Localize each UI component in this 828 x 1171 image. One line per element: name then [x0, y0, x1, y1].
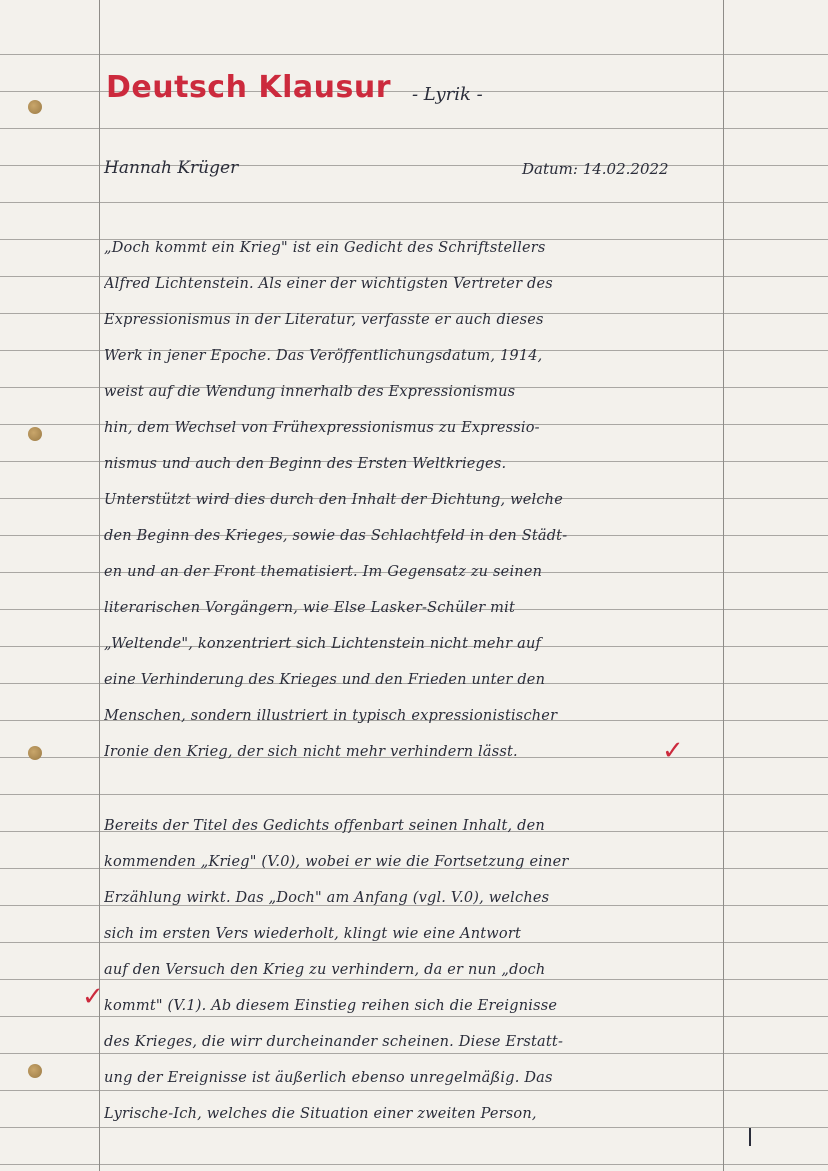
document-subtitle: - Lyrik -: [412, 84, 483, 105]
document-title: Deutsch Klausur: [106, 70, 392, 105]
text-line: den Beginn des Krieges, sowie das Schlachtfeld in den Städt-: [104, 528, 568, 544]
punch-hole: [28, 427, 42, 441]
text-line: weist auf die Wendung innerhalb des Expressionismus: [104, 384, 516, 400]
red-checkmark: ✓: [662, 736, 684, 766]
text-line: Werk in jener Epoche. Das Veröffentlichungsdatum, 1914,: [104, 348, 543, 364]
punch-hole: [28, 1064, 42, 1078]
text-line: Bereits der Titel des Gedichts offenbart seinen Inhalt, den: [104, 818, 545, 834]
text-line: Menschen, sondern illustriert in typisch expressionistischer: [104, 708, 558, 724]
text-line: ung der Ereignisse ist äußerlich ebenso unregelmäßig. Das: [104, 1070, 553, 1086]
page-mark: [749, 1128, 751, 1146]
text-line: kommenden „Krieg" (V.0), wobei er wie die Fortsetzung einer: [104, 854, 569, 870]
text-line: literarischen Vorgängern, wie Else Lasker-Schüler mit: [104, 600, 515, 616]
author-name: Hannah Krüger: [104, 158, 239, 178]
text-line: Erzählung wirkt. Das „Doch" am Anfang (vgl. V.0), welches: [104, 890, 550, 906]
punch-hole: [28, 100, 42, 114]
text-line: Expressionismus in der Literatur, verfasste er auch dieses: [104, 312, 544, 328]
text-line: eine Verhinderung des Krieges und den Frieden unter den: [104, 672, 546, 688]
text-line: Lyrische-Ich, welches die Situation einer zweiten Person,: [104, 1106, 537, 1122]
text-line: hin, dem Wechsel von Frühexpressionismus zu Expressio-: [104, 420, 540, 436]
text-line: Unterstützt wird dies durch den Inhalt der Dichtung, welche: [104, 492, 563, 508]
text-line: kommt" (V.1). Ab diesem Einstieg reihen sich die Ereignisse: [104, 998, 558, 1014]
red-checkmark: ✓: [82, 982, 104, 1012]
punch-hole: [28, 746, 42, 760]
text-line: nismus und auch den Beginn des Ersten Weltkrieges.: [104, 456, 507, 472]
text-line: sich im ersten Vers wiederholt, klingt wie eine Antwort: [104, 926, 521, 942]
text-line: Alfred Lichtenstein. Als einer der wichtigsten Vertreter des: [104, 276, 553, 292]
text-line: Ironie den Krieg, der sich nicht mehr verhindern lässt.: [104, 744, 518, 760]
text-line: des Krieges, die wirr durcheinander scheinen. Diese Erstatt-: [104, 1034, 564, 1050]
exam-date: Datum: 14.02.2022: [522, 160, 669, 178]
text-line: auf den Versuch den Krieg zu verhindern, da er nun „doch: [104, 962, 546, 978]
text-line: „Doch kommt ein Krieg" ist ein Gedicht des Schriftstellers: [104, 240, 546, 256]
right-margin-line: [723, 0, 724, 1171]
text-line: „Weltende", konzentriert sich Lichtenstein nicht mehr auf: [104, 636, 542, 652]
text-line: en und an der Front thematisiert. Im Gegensatz zu seinen: [104, 564, 543, 580]
